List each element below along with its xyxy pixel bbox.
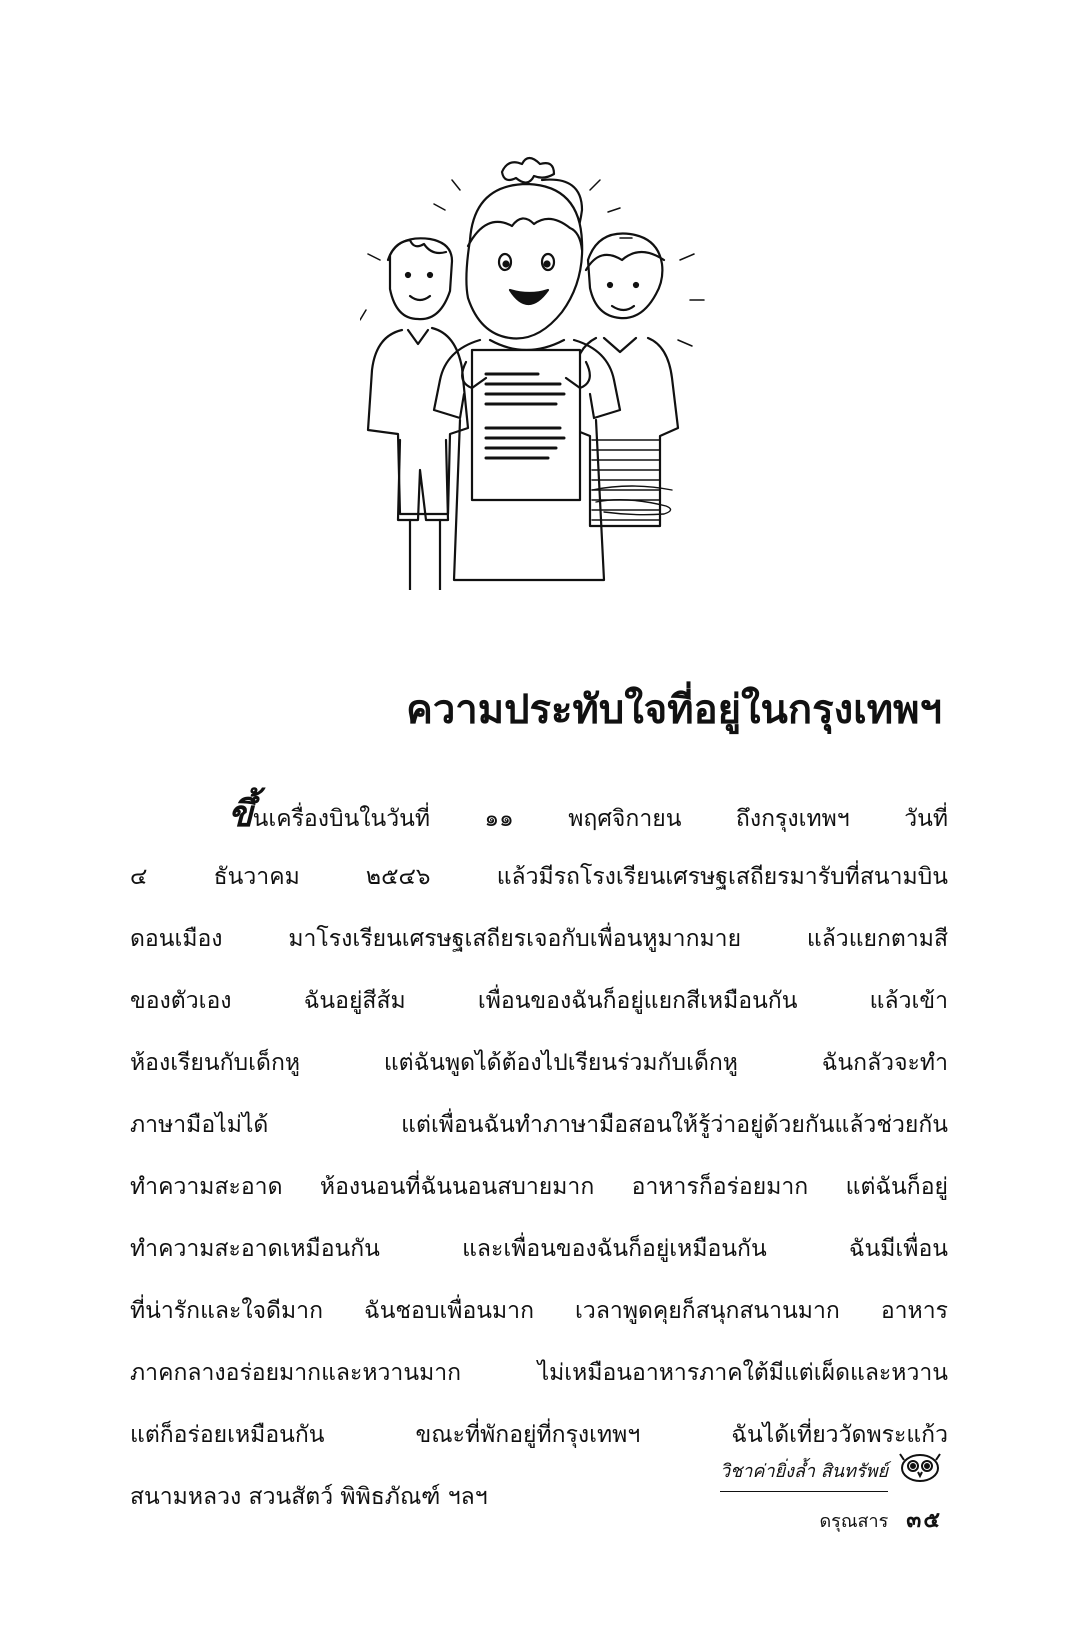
paragraph-line: ของตัวเอง ฉันอยู่สีส้ม เพื่อนของฉันก็อยู่แยกสีเหมือนกัน แล้วเข้า xyxy=(130,988,948,1014)
paragraph-line: ภาคกลางอร่อยมากและหวานมาก ไม่เหมือนอาหารภาคใต้มีแต่เผ็ดและหวาน xyxy=(130,1360,948,1386)
series-title: วิชาค่ายิ่งล้ำ สินทรัพย์ xyxy=(720,1456,888,1492)
paragraph-line-1: ขึ้นเครื่องบินในวันที่ ๑๑ พฤศจิกายน ถึงกรุงเทพฯ วันที่ xyxy=(228,794,948,835)
paragraph-line: ที่น่ารักและใจดีมาก ฉันชอบเพื่อนมาก เวลาพูดคุยก็สนุกสนานมาก อาหาร xyxy=(130,1298,948,1324)
cover-illustration xyxy=(360,150,710,590)
paragraph-line: ดอนเมือง มาโรงเรียนเศรษฐเสถียรเจอกับเพื่อนหูมากมาย แล้วแยกตามสี xyxy=(130,926,948,952)
book-info xyxy=(682,1502,942,1537)
story-paragraph xyxy=(130,784,948,1528)
girl-figure-right xyxy=(570,234,678,526)
three-students-drawing xyxy=(360,150,710,590)
boy-figure xyxy=(368,238,468,590)
paragraph-line: ทำความสะอาด ห้องนอนที่ฉันนอนสบายมาก อาหารก็อร่อยมาก แต่ฉันก็อยู่ xyxy=(130,1174,948,1200)
page-footer xyxy=(682,1456,942,1537)
book-name: ดรุณสาร xyxy=(819,1511,889,1532)
owl-logo-icon xyxy=(898,1450,942,1486)
drop-cap: ขึ้ xyxy=(228,794,253,835)
page-number: ๓๕ xyxy=(906,1508,942,1533)
paragraph-line: ๔ ธันวาคม ๒๕๔๖ แล้วมีรถโรงเรียนเศรษฐเสถียรมารับที่สนามบิน xyxy=(130,864,948,890)
paragraph-line: ทำความสะอาดเหมือนกัน และเพื่อนของฉันก็อยู่เหมือนกัน ฉันมีเพื่อน xyxy=(130,1236,948,1262)
paragraph-line: ห้องเรียนกับเด็กหู แต่ฉันพูดได้ต้องไปเรียนร่วมกับเด็กหู ฉันกลัวจะทำ xyxy=(130,1050,948,1076)
paragraph-line: แต่ก็อร่อยเหมือนกัน ขณะที่พักอยู่ที่กรุงเทพฯ ฉันได้เที่ยววัดพระแก้ว xyxy=(130,1422,948,1448)
paragraph-line-last: สนามหลวง สวนสัตว์ พิพิธภัณฑ์ ฯลฯ xyxy=(130,1484,488,1510)
page-title: ความประทับใจที่อยู่ในกรุงเทพฯ xyxy=(406,687,942,733)
paragraph-line: ภาษามือไม่ได้ แต่เพื่อนฉันทำภาษามือสอนให้รู้ว่าอยู่ด้วยกันแล้วช่วยกัน xyxy=(130,1112,948,1138)
